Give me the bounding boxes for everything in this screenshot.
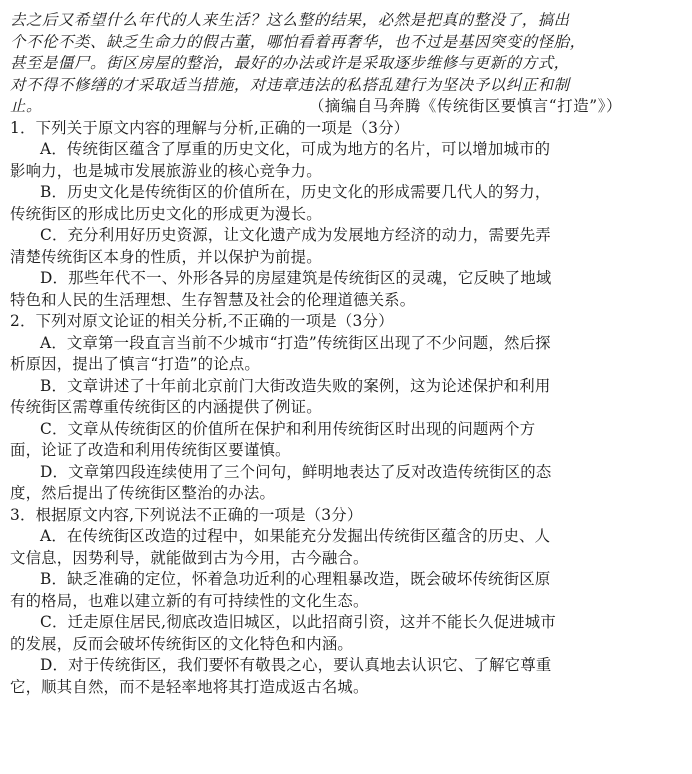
option-line: C．充分利用好历史资源，让文化遗产成为发展地方经济的动力，需要先弄 (40, 226, 551, 244)
option-line: A．文章第一段直言当前不少城市“打造”传统街区出现了不少问题，然后探 (40, 333, 551, 352)
option-line: B．历史文化是传统街区的价值所在，历史文化的形成需要几代人的努力， (40, 183, 551, 201)
question-stem: 3．根据原文内容,下列说法不正确的一项是（3分） (10, 505, 363, 524)
option-line: B．缺乏准确的定位，怀着急功近利的心理粗暴改造，既会破坏传统街区原 (40, 570, 551, 588)
option-line: C．迁走原住居民,彻底改造旧城区，以此招商引资，这并不能长久促进城市 (40, 613, 556, 631)
passage-last-line (10, 96, 682, 118)
question-3 (10, 505, 682, 699)
option-line: 的发展，反而会破坏传统街区的文化特色和内涵。 (10, 634, 353, 653)
option-d (10, 655, 682, 698)
passage-line: 个不伦不类、缺乏生命力的假古董，哪怕看着再奢华，也不过是基因突变的怪胎， (10, 32, 586, 51)
option-c (10, 419, 682, 462)
passage-line: 甚至是僵尸。街区房屋的整治，最好的办法或许是采取逐步维修与更新的方式， (10, 54, 570, 72)
passage-line: 去之后又希望什么年代的人来生活？这么整的结果，必然是把真的整没了，搞出 (10, 11, 570, 29)
question-2 (10, 311, 682, 505)
option-c (10, 612, 682, 655)
passage-excerpt (10, 10, 682, 118)
option-b (10, 182, 682, 225)
option-d (10, 462, 682, 505)
option-a (10, 139, 682, 182)
option-line: C．文章从传统街区的价值所在保护和利用传统街区时出现的问题两个方 (40, 419, 536, 438)
question-stem: 1．下列关于原文内容的理解与分析,正确的一项是（3分） (10, 118, 410, 137)
option-line: D．那些年代不一、外形各异的房屋建筑是传统街区的灵魂，它反映了地域 (40, 269, 552, 287)
option-line: 文信息，因势利导，就能做到古为今用，古今融合。 (10, 548, 369, 567)
option-line: 度，然后提出了传统街区整治的办法。 (10, 484, 276, 502)
option-line: A．传统街区蕴含了厚重的历史文化，可成为地方的名片，可以增加城市的 (40, 140, 551, 158)
option-b (10, 376, 682, 419)
option-c (10, 225, 682, 268)
option-line: 传统街区的形成比历史文化的形成更为漫长。 (10, 204, 322, 223)
option-a (10, 333, 682, 376)
option-line: 影响力，也是城市发展旅游业的核心竞争力。 (10, 161, 322, 180)
question-1 (10, 118, 682, 312)
option-a (10, 526, 682, 569)
option-line: D．对于传统街区，我们要怀有敬畏之心，要认真地去认识它、了解它尊重 (40, 656, 552, 674)
option-line: 清楚传统街区本身的性质，并以保护为前提。 (10, 247, 322, 266)
option-line: 传统街区需尊重传统街区的内涵提供了例证。 (10, 398, 322, 416)
option-line: A．在传统街区改造的过程中，如果能充分发掘出传统街区蕴含的历史、人 (40, 527, 551, 545)
option-line: D．文章第四段连续使用了三个问句，鲜明地表达了反对改造传统街区的态 (40, 462, 552, 481)
option-b (10, 569, 682, 612)
option-line: 面，论证了改造和利用传统街区要谨慎。 (10, 441, 291, 459)
option-line: 有的格局，也难以建立新的有可持续性的文化生态。 (10, 591, 369, 610)
passage-line: 对不得不修缮的才采取适当措施，对违章违法的私搭乱建行为坚决予以纠正和制 (10, 75, 570, 94)
passage-source: （摘编自马奔腾《传统街区要慎言“打造”》） (308, 97, 622, 115)
option-d (10, 268, 682, 311)
option-line: 特色和人民的生活理想、生存智慧及社会的伦理道德关系。 (10, 290, 416, 309)
question-stem: 2．下列对原文论证的相关分析,不正确的一项是（3分） (10, 312, 394, 330)
option-line: B．文章讲述了十年前北京前门大街改造失败的案例，这为论述保护和利用 (40, 376, 551, 395)
option-line: 析原因，提出了慎言“打造”的论点。 (10, 355, 260, 373)
passage-line-end: 止。 (10, 97, 42, 115)
option-line: 它，顺其自然，而不是轻率地将其打造成返古名城。 (10, 677, 369, 696)
